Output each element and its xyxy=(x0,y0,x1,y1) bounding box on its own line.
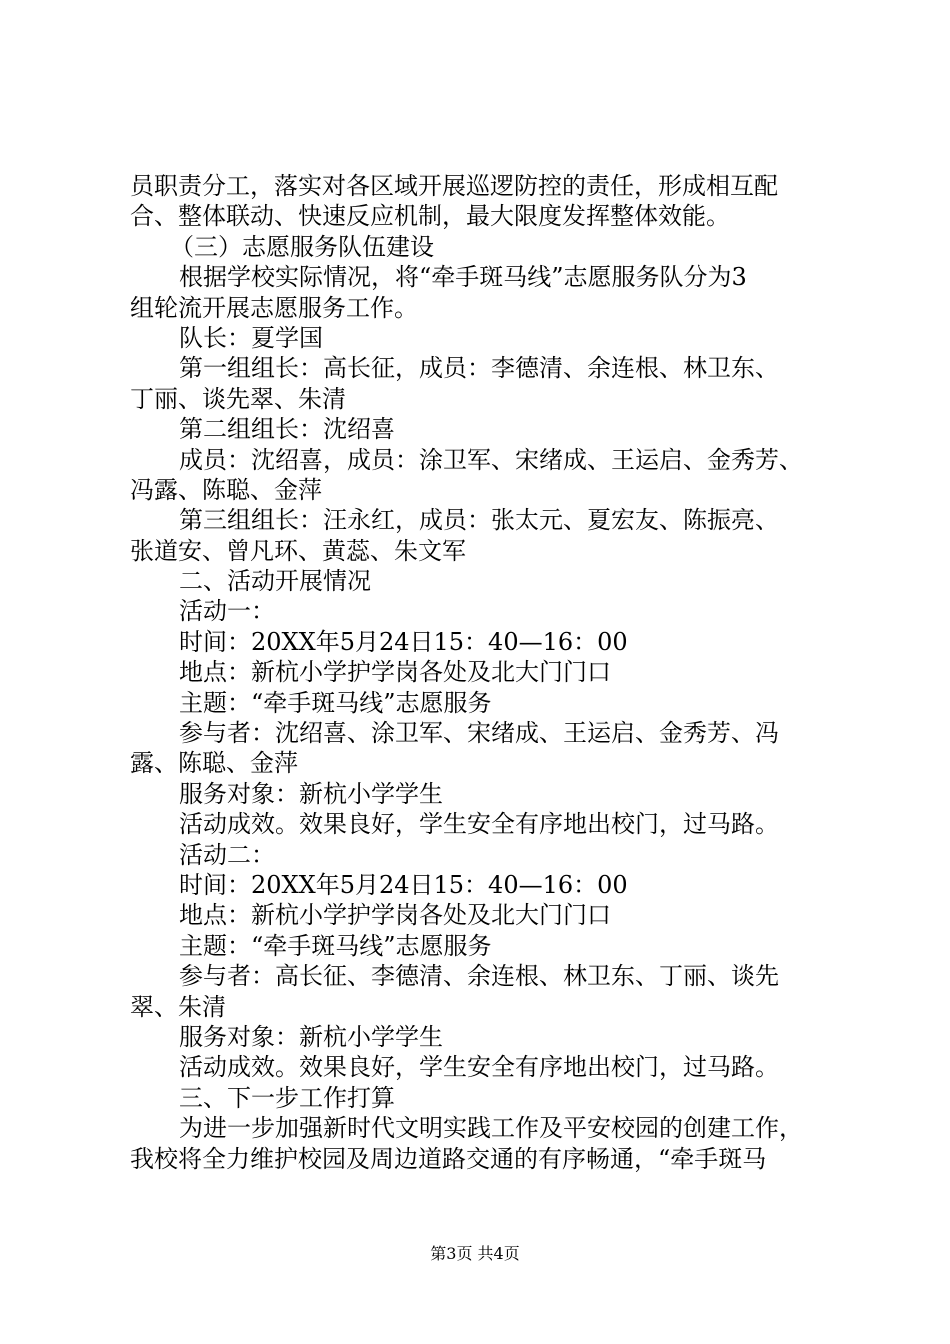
text-line: 露、陈聪、金萍 xyxy=(130,749,298,778)
text-line: 丁丽、谈先翠、朱清 xyxy=(130,384,346,413)
text-line: 队长：夏学国 xyxy=(179,323,323,352)
text-line: 二、活动开展情况 xyxy=(179,567,371,596)
text-line: 合、整体联动、快速反应机制，最大限度发挥整体效能。 xyxy=(130,202,730,231)
text-line: 第一组组长：高长征，成员：李德清、余连根、林卫东、 xyxy=(179,354,779,383)
text-line: 张道安、曾凡环、黄蕊、朱文军 xyxy=(130,536,466,565)
text-line: （三）志愿服务队伍建设 xyxy=(170,232,434,261)
text-line: 第三组组长：汪永红，成员：张太元、夏宏友、陈振亮、 xyxy=(179,506,779,535)
text-line: 第二组组长：沈绍喜 xyxy=(179,415,395,444)
text-line: 主题：“牵手斑马线”志愿服务 xyxy=(179,688,492,717)
text-line: 三、下一步工作打算 xyxy=(179,1083,395,1112)
text-line: 组轮流开展志愿服务工作。 xyxy=(130,293,418,322)
text-line: 时间：20XX年5月24日15：40—16：00 xyxy=(179,870,628,899)
text-line: 服务对象：新杭小学学生 xyxy=(179,779,443,808)
text-line: 翠、朱清 xyxy=(130,992,226,1021)
text-line: 地点：新杭小学护学岗各处及北大门门口 xyxy=(179,658,611,687)
text-line: 服务对象：新杭小学学生 xyxy=(179,1022,443,1051)
text-line: 活动二： xyxy=(179,840,275,869)
text-line: 时间：20XX年5月24日15：40—16：00 xyxy=(179,627,628,656)
text-line: 参与者：高长征、李德清、余连根、林卫东、丁丽、谈先 xyxy=(179,962,779,991)
document-body xyxy=(130,171,830,1174)
text-line: 冯露、陈聪、金萍 xyxy=(130,475,322,504)
page-footer: 第3页 共4页 xyxy=(430,1244,520,1263)
text-line: 根据学校实际情况，将“牵手斑马线”志愿服务队分为3 xyxy=(179,263,747,292)
text-line: 为进一步加强新时代文明实践工作及平安校园的创建工作， xyxy=(179,1114,803,1143)
text-line: 活动一： xyxy=(179,597,275,626)
text-line: 参与者：沈绍喜、涂卫军、宋绪成、王运启、金秀芳、冯 xyxy=(179,719,779,748)
text-line: 地点：新杭小学护学岗各处及北大门门口 xyxy=(179,901,611,930)
text-line: 活动成效。效果良好，学生安全有序地出校门，过马路。 xyxy=(179,810,779,839)
text-line: 员职责分工，落实对各区域开展巡逻防控的责任，形成相互配 xyxy=(130,172,778,200)
text-line: 成员：沈绍喜，成员：涂卫军、宋绪成、王运启、金秀芳、 xyxy=(179,445,803,474)
text-line: 主题：“牵手斑马线”志愿服务 xyxy=(179,931,492,960)
text-line: 我校将全力维护校园及周边道路交通的有序畅通，“牵手斑马 xyxy=(130,1144,767,1173)
text-line: 活动成效。效果良好，学生安全有序地出校门，过马路。 xyxy=(179,1053,779,1082)
